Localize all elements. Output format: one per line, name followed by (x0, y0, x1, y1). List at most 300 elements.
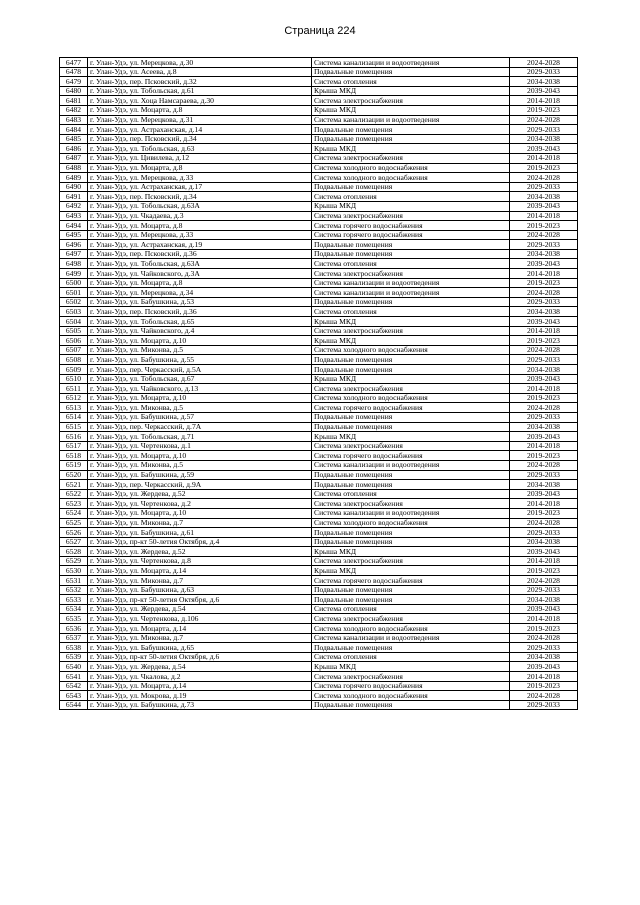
cell-period: 2024-2028 (510, 288, 578, 298)
cell-row-number: 6534 (60, 604, 88, 614)
cell-row-number: 6542 (60, 681, 88, 691)
cell-row-number: 6516 (60, 432, 88, 442)
cell-row-number: 6505 (60, 326, 88, 336)
cell-period: 2019-2023 (510, 278, 578, 288)
cell-address: г. Улан-Удэ, ул. Мокрова, д.19 (88, 691, 312, 701)
cell-work-type: Подвальные помещения (312, 67, 510, 77)
table-row (60, 86, 578, 96)
cell-work-type: Система электроснабжения (312, 211, 510, 221)
cell-work-type: Система канализации и водоотведения (312, 58, 510, 68)
cell-address: г. Улан-Удэ, ул. Тобольская, д.61 (88, 86, 312, 96)
cell-period: 2014-2018 (510, 672, 578, 682)
table-row (60, 499, 578, 509)
cell-period: 2024-2028 (510, 58, 578, 68)
table-row (60, 192, 578, 202)
cell-address: г. Улан-Удэ, ул. Бабушкина, д.63 (88, 585, 312, 595)
cell-period: 2014-2018 (510, 614, 578, 624)
cell-row-number: 6494 (60, 221, 88, 231)
cell-row-number: 6537 (60, 633, 88, 643)
table-row (60, 595, 578, 605)
table-row (60, 67, 578, 77)
cell-row-number: 6512 (60, 393, 88, 403)
cell-work-type: Система отопления (312, 489, 510, 499)
cell-address: г. Улан-Удэ, ул. Бабушкина, д.73 (88, 700, 312, 710)
cell-period: 2039-2043 (510, 374, 578, 384)
cell-period: 2029-2033 (510, 240, 578, 250)
cell-period: 2029-2033 (510, 700, 578, 710)
cell-period: 2039-2043 (510, 201, 578, 211)
cell-work-type: Система отопления (312, 307, 510, 317)
cell-work-type: Система электроснабжения (312, 556, 510, 566)
cell-address: г. Улан-Удэ, ул. Мерецкова, д.34 (88, 288, 312, 298)
cell-work-type: Система холодного водоснабжения (312, 393, 510, 403)
table-row (60, 355, 578, 365)
cell-work-type: Система горячего водоснабжения (312, 221, 510, 231)
cell-row-number: 6488 (60, 163, 88, 173)
table-row (60, 566, 578, 576)
cell-work-type: Система горячего водоснабжения (312, 403, 510, 413)
cell-row-number: 6515 (60, 422, 88, 432)
cell-row-number: 6482 (60, 105, 88, 115)
cell-address: г. Улан-Удэ, ул. Жердева, д.54 (88, 604, 312, 614)
cell-period: 2034-2038 (510, 307, 578, 317)
cell-period: 2034-2038 (510, 537, 578, 547)
cell-work-type: Подвальные помещения (312, 182, 510, 192)
cell-row-number: 6483 (60, 115, 88, 125)
cell-address: г. Улан-Удэ, ул. Моцарта, д.8 (88, 221, 312, 231)
cell-work-type: Подвальные помещения (312, 528, 510, 538)
cell-row-number: 6514 (60, 412, 88, 422)
cell-row-number: 6541 (60, 672, 88, 682)
cell-row-number: 6497 (60, 249, 88, 259)
cell-work-type: Подвальные помещения (312, 412, 510, 422)
cell-row-number: 6500 (60, 278, 88, 288)
cell-row-number: 6544 (60, 700, 88, 710)
cell-work-type: Система электроснабжения (312, 326, 510, 336)
cell-work-type: Система отопления (312, 259, 510, 269)
cell-work-type: Подвальные помещения (312, 470, 510, 480)
cell-work-type: Система холодного водоснабжения (312, 518, 510, 528)
table-row (60, 393, 578, 403)
cell-row-number: 6498 (60, 259, 88, 269)
table-row (60, 633, 578, 643)
cell-period: 2019-2023 (510, 508, 578, 518)
cell-period: 2034-2038 (510, 480, 578, 490)
cell-address: г. Улан-Удэ, ул. Астраханская, д.17 (88, 182, 312, 192)
table-row (60, 259, 578, 269)
cell-address: г. Улан-Удэ, ул. Тобольская, д.63 (88, 144, 312, 154)
cell-address: г. Улан-Удэ, ул. Моцарта, д.14 (88, 624, 312, 634)
table-row (60, 173, 578, 183)
cell-address: г. Улан-Удэ, пер. Псковский, д.34 (88, 134, 312, 144)
cell-period: 2039-2043 (510, 259, 578, 269)
cell-period: 2034-2038 (510, 77, 578, 87)
cell-address: г. Улан-Удэ, ул. Тобольская, д.65 (88, 317, 312, 327)
cell-address: г. Улан-Удэ, ул. Асеева, д.8 (88, 67, 312, 77)
cell-row-number: 6535 (60, 614, 88, 624)
table-row (60, 441, 578, 451)
cell-address: г. Улан-Удэ, ул. Миконва, д.5 (88, 460, 312, 470)
cell-work-type: Подвальные помещения (312, 134, 510, 144)
cell-address: г. Улан-Удэ, ул. Моцарта, д.8 (88, 163, 312, 173)
cell-address: г. Улан-Удэ, ул. Жердева, д.52 (88, 489, 312, 499)
cell-row-number: 6520 (60, 470, 88, 480)
table-row (60, 249, 578, 259)
cell-row-number: 6511 (60, 384, 88, 394)
cell-address: г. Улан-Удэ, ул. Бабушкина, д.57 (88, 412, 312, 422)
cell-address: г. Улан-Удэ, ул. Чайковского, д.4 (88, 326, 312, 336)
table-row (60, 153, 578, 163)
cell-work-type: Система холодного водоснабжения (312, 163, 510, 173)
cell-address: г. Улан-Удэ, ул. Бабушкина, д.59 (88, 470, 312, 480)
cell-work-type: Система отопления (312, 192, 510, 202)
cell-row-number: 6507 (60, 345, 88, 355)
cell-work-type: Система канализации и водоотведения (312, 288, 510, 298)
cell-row-number: 6525 (60, 518, 88, 528)
cell-row-number: 6536 (60, 624, 88, 634)
table-row (60, 77, 578, 87)
table-row (60, 326, 578, 336)
register-table (59, 57, 578, 710)
table-row (60, 288, 578, 298)
table-row (60, 345, 578, 355)
cell-work-type: Подвальные помещения (312, 643, 510, 653)
cell-period: 2014-2018 (510, 556, 578, 566)
cell-address: г. Улан-Удэ, ул. Моцарта, д.10 (88, 508, 312, 518)
cell-period: 2024-2028 (510, 576, 578, 586)
cell-period: 2034-2038 (510, 422, 578, 432)
table-row (60, 336, 578, 346)
table-row (60, 537, 578, 547)
cell-address: г. Улан-Удэ, ул. Чертенкова, д.1 (88, 441, 312, 451)
cell-period: 2019-2023 (510, 566, 578, 576)
table-row (60, 297, 578, 307)
cell-row-number: 6533 (60, 595, 88, 605)
cell-work-type: Крыша МКД (312, 336, 510, 346)
cell-address: г. Улан-Удэ, пр-кт 50-летия Октября, д.6 (88, 595, 312, 605)
cell-address: г. Улан-Удэ, пер. Псковский, д.32 (88, 77, 312, 87)
cell-address: г. Улан-Удэ, ул. Цивилева, д.12 (88, 153, 312, 163)
cell-row-number: 6539 (60, 652, 88, 662)
cell-row-number: 6495 (60, 230, 88, 240)
cell-work-type: Подвальные помещения (312, 249, 510, 259)
cell-period: 2029-2033 (510, 643, 578, 653)
cell-address: г. Улан-Удэ, ул. Астраханская, д.14 (88, 125, 312, 135)
cell-row-number: 6486 (60, 144, 88, 154)
cell-period: 2039-2043 (510, 489, 578, 499)
table-row (60, 134, 578, 144)
cell-row-number: 6508 (60, 355, 88, 365)
cell-work-type: Система канализации и водоотведения (312, 115, 510, 125)
cell-row-number: 6490 (60, 182, 88, 192)
cell-work-type: Крыша МКД (312, 201, 510, 211)
table-row (60, 403, 578, 413)
table-row (60, 451, 578, 461)
cell-row-number: 6523 (60, 499, 88, 509)
cell-address: г. Улан-Удэ, ул. Моцарта, д.10 (88, 336, 312, 346)
cell-work-type: Система электроснабжения (312, 499, 510, 509)
cell-row-number: 6503 (60, 307, 88, 317)
cell-period: 2029-2033 (510, 67, 578, 77)
cell-work-type: Крыша МКД (312, 432, 510, 442)
table-row (60, 528, 578, 538)
cell-row-number: 6493 (60, 211, 88, 221)
table-row (60, 211, 578, 221)
table-row (60, 681, 578, 691)
table-row (60, 547, 578, 557)
cell-address: г. Улан-Удэ, ул. Моцарта, д.10 (88, 451, 312, 461)
cell-period: 2029-2033 (510, 528, 578, 538)
table-row (60, 307, 578, 317)
cell-address: г. Улан-Удэ, ул. Миконва, д.5 (88, 345, 312, 355)
cell-row-number: 6481 (60, 96, 88, 106)
table-row (60, 518, 578, 528)
cell-address: г. Улан-Удэ, ул. Тобольская, д.67 (88, 374, 312, 384)
cell-address: г. Улан-Удэ, ул. Миконва, д.7 (88, 518, 312, 528)
cell-address: г. Улан-Удэ, ул. Миконва, д.5 (88, 403, 312, 413)
table-row (60, 144, 578, 154)
cell-work-type: Система электроснабжения (312, 269, 510, 279)
cell-period: 2019-2023 (510, 221, 578, 231)
cell-address: г. Улан-Удэ, ул. Чкалова, д.2 (88, 672, 312, 682)
cell-period: 2019-2023 (510, 393, 578, 403)
table-row (60, 163, 578, 173)
table-row (60, 221, 578, 231)
cell-work-type: Система электроснабжения (312, 153, 510, 163)
table-row (60, 374, 578, 384)
cell-row-number: 6502 (60, 297, 88, 307)
table-row (60, 412, 578, 422)
cell-period: 2024-2028 (510, 691, 578, 701)
cell-row-number: 6480 (60, 86, 88, 96)
table-row (60, 240, 578, 250)
cell-work-type: Подвальные помещения (312, 422, 510, 432)
cell-address: г. Улан-Удэ, пер. Псковский, д.34 (88, 192, 312, 202)
cell-address: г. Улан-Удэ, ул. Жердева, д.54 (88, 662, 312, 672)
cell-address: г. Улан-Удэ, ул. Мерецкова, д.30 (88, 58, 312, 68)
table-row (60, 432, 578, 442)
cell-row-number: 6509 (60, 365, 88, 375)
cell-period: 2019-2023 (510, 336, 578, 346)
cell-row-number: 6485 (60, 134, 88, 144)
cell-address: г. Улан-Удэ, пер. Черкасский, д.7А (88, 422, 312, 432)
table-row (60, 96, 578, 106)
cell-address: г. Улан-Удэ, ул. Чертенкова, д.2 (88, 499, 312, 509)
table-row (60, 643, 578, 653)
cell-row-number: 6492 (60, 201, 88, 211)
cell-period: 2039-2043 (510, 547, 578, 557)
cell-work-type: Подвальные помещения (312, 125, 510, 135)
table-row (60, 317, 578, 327)
cell-period: 2039-2043 (510, 317, 578, 327)
cell-period: 2014-2018 (510, 153, 578, 163)
cell-work-type: Крыша МКД (312, 547, 510, 557)
cell-period: 2024-2028 (510, 403, 578, 413)
cell-row-number: 6506 (60, 336, 88, 346)
cell-work-type: Система холодного водоснабжения (312, 691, 510, 701)
cell-row-number: 6540 (60, 662, 88, 672)
cell-period: 2019-2023 (510, 105, 578, 115)
cell-work-type: Подвальные помещения (312, 585, 510, 595)
cell-period: 2014-2018 (510, 499, 578, 509)
cell-work-type: Система холодного водоснабжения (312, 345, 510, 355)
cell-address: г. Улан-Удэ, ул. Чертенкова, д.106 (88, 614, 312, 624)
table-row (60, 614, 578, 624)
cell-period: 2029-2033 (510, 355, 578, 365)
cell-row-number: 6530 (60, 566, 88, 576)
cell-period: 2024-2028 (510, 460, 578, 470)
cell-work-type: Крыша МКД (312, 86, 510, 96)
cell-row-number: 6529 (60, 556, 88, 566)
cell-period: 2024-2028 (510, 173, 578, 183)
cell-row-number: 6504 (60, 317, 88, 327)
cell-work-type: Подвальные помещения (312, 240, 510, 250)
cell-row-number: 6524 (60, 508, 88, 518)
table-row (60, 652, 578, 662)
cell-row-number: 6499 (60, 269, 88, 279)
cell-row-number: 6528 (60, 547, 88, 557)
cell-address: г. Улан-Удэ, ул. Мерецкова, д.33 (88, 230, 312, 240)
cell-period: 2029-2033 (510, 585, 578, 595)
table-row (60, 508, 578, 518)
cell-period: 2034-2038 (510, 249, 578, 259)
cell-row-number: 6491 (60, 192, 88, 202)
cell-work-type: Система канализации и водоотведения (312, 508, 510, 518)
table-row (60, 480, 578, 490)
cell-address: г. Улан-Удэ, ул. Бабушкина, д.55 (88, 355, 312, 365)
cell-address: г. Улан-Удэ, ул. Чертенкова, д.8 (88, 556, 312, 566)
cell-work-type: Подвальные помещения (312, 537, 510, 547)
cell-address: г. Улан-Удэ, пр-кт 50-летия Октября, д.4 (88, 537, 312, 547)
cell-period: 2029-2033 (510, 470, 578, 480)
table-row (60, 115, 578, 125)
cell-period: 2019-2023 (510, 163, 578, 173)
table-row (60, 662, 578, 672)
cell-work-type: Система горячего водоснабжения (312, 451, 510, 461)
cell-address: г. Улан-Удэ, ул. Бабушкина, д.61 (88, 528, 312, 538)
cell-period: 2029-2033 (510, 412, 578, 422)
table-row (60, 384, 578, 394)
cell-row-number: 6522 (60, 489, 88, 499)
cell-period: 2034-2038 (510, 365, 578, 375)
cell-address: г. Улан-Удэ, ул. Хоца Намсараева, д.30 (88, 96, 312, 106)
cell-address: г. Улан-Удэ, ул. Мерецкова, д.31 (88, 115, 312, 125)
cell-row-number: 6519 (60, 460, 88, 470)
cell-address: г. Улан-Удэ, ул. Чайковского, д.3А (88, 269, 312, 279)
cell-period: 2014-2018 (510, 384, 578, 394)
cell-work-type: Подвальные помещения (312, 355, 510, 365)
table-row (60, 278, 578, 288)
cell-address: г. Улан-Удэ, ул. Тобольская, д.63А (88, 259, 312, 269)
cell-address: г. Улан-Удэ, ул. Бабушкина, д.53 (88, 297, 312, 307)
cell-address: г. Улан-Удэ, пер. Черкасский, д.5А (88, 365, 312, 375)
cell-period: 2029-2033 (510, 297, 578, 307)
cell-row-number: 6517 (60, 441, 88, 451)
cell-address: г. Улан-Удэ, пр-кт 50-летия Октября, д.6 (88, 652, 312, 662)
cell-address: г. Улан-Удэ, ул. Чкадаева, д.3 (88, 211, 312, 221)
cell-work-type: Подвальные помещения (312, 297, 510, 307)
cell-work-type: Система отопления (312, 604, 510, 614)
table-row (60, 230, 578, 240)
cell-work-type: Крыша МКД (312, 566, 510, 576)
cell-work-type: Система электроснабжения (312, 672, 510, 682)
cell-period: 2019-2023 (510, 451, 578, 461)
cell-work-type: Система электроснабжения (312, 96, 510, 106)
cell-work-type: Подвальные помещения (312, 700, 510, 710)
cell-work-type: Крыша МКД (312, 374, 510, 384)
cell-period: 2039-2043 (510, 86, 578, 96)
table-row (60, 624, 578, 634)
cell-period: 2024-2028 (510, 518, 578, 528)
cell-work-type: Подвальные помещения (312, 480, 510, 490)
cell-address: г. Улан-Удэ, ул. Чайковского, д.13 (88, 384, 312, 394)
cell-address: г. Улан-Удэ, ул. Миконва, д.7 (88, 633, 312, 643)
cell-address: г. Улан-Удэ, пер. Псковский, д.36 (88, 307, 312, 317)
cell-row-number: 6477 (60, 58, 88, 68)
cell-work-type: Крыша МКД (312, 317, 510, 327)
cell-address: г. Улан-Удэ, ул. Бабушкина, д.65 (88, 643, 312, 653)
table-row (60, 105, 578, 115)
cell-row-number: 6484 (60, 125, 88, 135)
cell-work-type: Система холодного водоснабжения (312, 624, 510, 634)
cell-work-type: Система отопления (312, 652, 510, 662)
cell-address: г. Улан-Удэ, пер. Псковский, д.36 (88, 249, 312, 259)
cell-row-number: 6487 (60, 153, 88, 163)
cell-row-number: 6513 (60, 403, 88, 413)
cell-period: 2039-2043 (510, 662, 578, 672)
cell-work-type: Система горячего водоснабжения (312, 230, 510, 240)
cell-work-type: Система холодного водоснабжения (312, 173, 510, 183)
cell-address: г. Улан-Удэ, пер. Черкасский, д.9А (88, 480, 312, 490)
cell-period: 2019-2023 (510, 624, 578, 634)
table-row (60, 125, 578, 135)
cell-period: 2039-2043 (510, 432, 578, 442)
table-row (60, 58, 578, 68)
cell-period: 2024-2028 (510, 345, 578, 355)
table-row (60, 576, 578, 586)
cell-work-type: Крыша МКД (312, 105, 510, 115)
cell-period: 2024-2028 (510, 633, 578, 643)
table-row (60, 489, 578, 499)
cell-work-type: Крыша МКД (312, 144, 510, 154)
cell-period: 2034-2038 (510, 652, 578, 662)
table-row (60, 470, 578, 480)
cell-row-number: 6543 (60, 691, 88, 701)
cell-row-number: 6526 (60, 528, 88, 538)
cell-address: г. Улан-Удэ, ул. Моцарта, д.8 (88, 105, 312, 115)
cell-period: 2024-2028 (510, 115, 578, 125)
table-row (60, 201, 578, 211)
cell-address: г. Улан-Удэ, ул. Моцарта, д.10 (88, 393, 312, 403)
cell-period: 2014-2018 (510, 269, 578, 279)
table-row (60, 691, 578, 701)
cell-row-number: 6518 (60, 451, 88, 461)
cell-period: 2014-2018 (510, 96, 578, 106)
cell-work-type: Подвальные помещения (312, 595, 510, 605)
cell-work-type: Крыша МКД (312, 662, 510, 672)
cell-period: 2014-2018 (510, 326, 578, 336)
cell-period: 2014-2018 (510, 441, 578, 451)
cell-row-number: 6538 (60, 643, 88, 653)
cell-period: 2029-2033 (510, 182, 578, 192)
cell-row-number: 6510 (60, 374, 88, 384)
cell-address: г. Улан-Удэ, ул. Миконва, д.7 (88, 576, 312, 586)
table-row (60, 182, 578, 192)
cell-row-number: 6501 (60, 288, 88, 298)
table-row (60, 365, 578, 375)
cell-period: 2029-2033 (510, 125, 578, 135)
cell-row-number: 6496 (60, 240, 88, 250)
